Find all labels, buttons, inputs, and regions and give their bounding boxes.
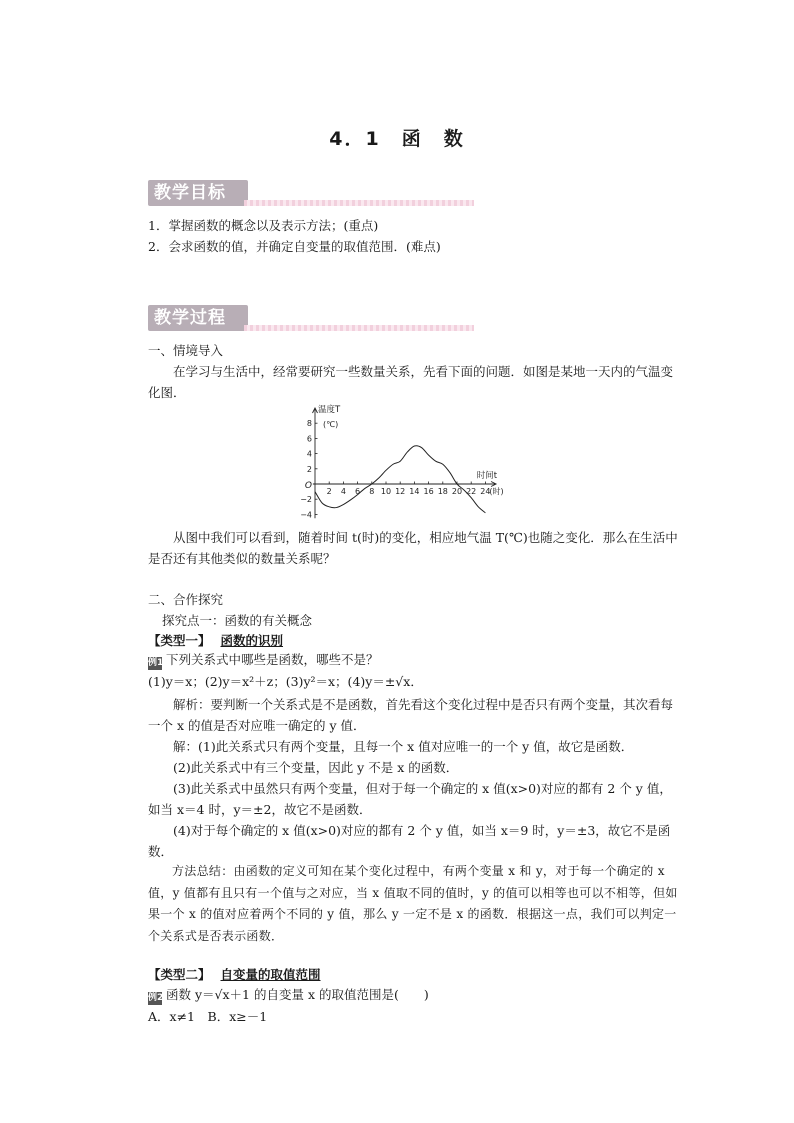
section-banner-goals	[148, 180, 474, 210]
example-2-options: A．x≠1 B．x≥－1	[148, 1009, 268, 1024]
type2-heading	[148, 967, 678, 983]
section-title-process: 教学过程	[154, 308, 226, 328]
temperature-chart	[296, 402, 536, 524]
type2-title: 自变量的取值范围	[220, 967, 321, 982]
x-tick-label: 12	[395, 487, 406, 496]
page-title: 4．1 函 数	[329, 128, 465, 150]
type1-title: 函数的识别	[220, 633, 284, 648]
temperature-curve	[315, 446, 485, 513]
x-tick-label: 6	[355, 487, 361, 496]
x-tick-label: 14	[409, 487, 420, 496]
example-2-badge: 例2	[148, 993, 164, 1003]
x-tick-label: 8	[369, 487, 375, 496]
type1-label: 【类型一】	[148, 633, 211, 648]
x-tick-label: 20	[451, 487, 463, 496]
x-tick-label: 24	[480, 487, 491, 496]
analysis-text: 解析：要判断一个关系式是不是函数，首先看这个变化过程中是否只有两个变量，其次看每一个 x 的值是否对应唯一确定的 y 值．	[148, 697, 674, 733]
solution-1: 解：(1)此关系式只有两个变量，且每一个 x 值对应唯一的一个 y 值，故它是函数．	[173, 739, 634, 754]
y-tick-label: −2	[300, 495, 312, 505]
x-axis-label: 时间t	[476, 471, 498, 481]
goal-item-2: 2．会求函数的值，并确定自变量的取值范围．(难点)	[148, 239, 441, 254]
example-1-question	[148, 652, 678, 670]
x-tick-label: 22	[466, 487, 477, 496]
section-title-goals: 教学目标	[154, 183, 226, 203]
solution-2: (2)此关系式中有三个变量，因此 y 不是 x 的函数．	[173, 760, 459, 775]
y-tick-label: 4	[306, 449, 312, 459]
part1-intro: 在学习与生活中，经常要研究一些数量关系，先看下面的问题．如图是某地一天内的气温变化图．	[148, 364, 674, 400]
solution-3: (3)此关系式中虽然只有两个变量，但对于每一个确定的 x 值(x>0)对应的都有 2 个 y 值，如当 x＝4 时，y＝±2，故它不是函数．	[148, 781, 672, 817]
y-tick-label: 8	[306, 419, 312, 429]
x-tick-label: 16	[423, 487, 434, 496]
exploration-point-1: 探究点一：函数的有关概念	[162, 613, 313, 628]
part2-heading: 二、合作探究	[148, 592, 224, 607]
section-banner-process	[148, 305, 474, 335]
origin-label: O	[304, 481, 312, 491]
y-tick-label: −4	[300, 510, 312, 520]
x-axis-unit: (时)	[489, 487, 504, 496]
example-1-text: 下列关系式中哪些是函数，哪些不是？	[166, 652, 379, 667]
part1-after: 从图中我们可以看到，随着时间 t(时)的变化，相应地气温 T(℃)也随之变化．那么在生活中是否还有其他类似的数量关系呢？	[148, 530, 678, 566]
goal-item-1: 1．掌握函数的概念以及表示方法；(重点)	[148, 218, 379, 233]
example-1-badge: 例1	[148, 658, 164, 668]
y-tick-label: 6	[306, 434, 312, 444]
type2-label: 【类型二】	[148, 967, 211, 982]
type1-heading	[148, 633, 678, 649]
x-tick-label: 4	[340, 487, 346, 496]
part1-heading: 一、情境导入	[148, 343, 224, 358]
y-tick-label: 2	[306, 464, 312, 474]
method-summary: 方法总结：由函数的定义可知在某个变化过程中，有两个变量 x 和 y，对于每一个确定的 x 值，y 值都有且只有一个值与之对应，当 x 值取不同的值时，y 的值可以相等也可以不相等，但如果一个 x 的值对应着两个不同的 y 值，那么 y 一定不是 x 的函数．根据这一点，我们可以判定一个关系式是否表示函数．	[148, 864, 678, 943]
x-tick-label: 2	[326, 487, 332, 496]
x-tick-label: 18	[437, 487, 448, 496]
x-tick-label: 10	[380, 487, 392, 496]
y-axis-label: 温度T	[318, 405, 341, 415]
solution-4: (4)对于每个确定的 x 值(x>0)对应的都有 2 个 y 值，如当 x＝9 时，y＝±3，故它不是函数．	[148, 823, 671, 859]
y-axis-unit: (℃)	[323, 420, 339, 429]
example-2-question	[148, 987, 678, 1005]
example-2-text: 函数 y＝√x＋1 的自变量 x 的取值范围是( )	[166, 987, 429, 1002]
example-1-items: (1)y＝x；(2)y＝x²＋z；(3)y²＝x；(4)y＝±√x．	[148, 674, 423, 689]
